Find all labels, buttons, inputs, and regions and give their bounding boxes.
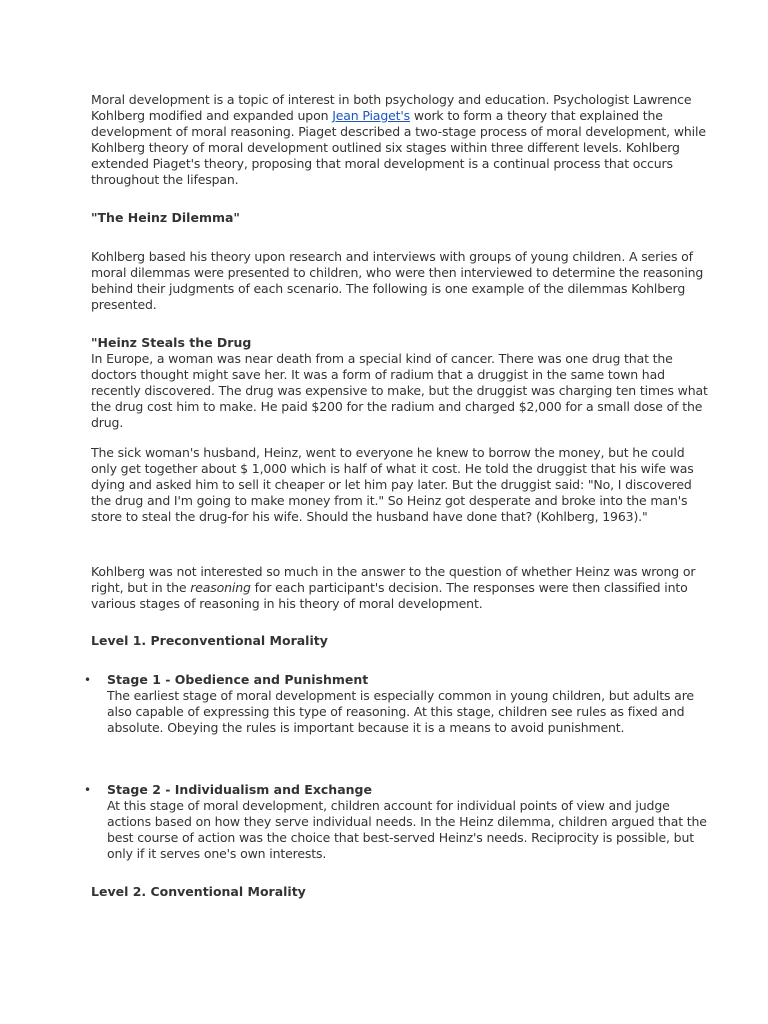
analysis-text-end: for each participant's decision. The responses were then classified into various stages of reasoning in his theory of moral development.: [91, 580, 688, 611]
level-2-heading: Level 2. Conventional Morality: [91, 884, 306, 899]
stage-2-title: Stage 2 - Individualism and Exchange: [107, 782, 372, 797]
stage-1-body: The earliest stage of moral development is especially common in young children, but adults are also capable of expressing this type of reasoning. At this stage, children see rules as fixed and absolute. Obeying the rules is important because it is a means to avoid punishment.: [107, 688, 694, 735]
heinz-dilemma-heading: "The Heinz Dilemma": [91, 210, 240, 225]
analysis-text-start: Kohlberg was not interested so much in the answer to the question of whether Heinz was wrong or right, but in the: [91, 564, 696, 595]
analysis-paragraph: [91, 564, 711, 612]
jean-piaget-link[interactable]: Jean Piaget's: [332, 108, 411, 123]
stage-1-title: Stage 1 - Obedience and Punishment: [107, 672, 369, 687]
heinz-intro-paragraph: Kohlberg based his theory upon research and interviews with groups of young children. A series of moral dilemmas were presented to children, who were then interviewed to determine the reasoning behind their judgments of each scenario. The following is one example of the dilemmas Kohlberg presented.: [91, 249, 704, 312]
intro-text-end: work to form a theory that explained the development of moral reasoning. Piaget described a two-stage process of moral development, while Kohlberg theory of moral development outlined six stages within three different levels. Kohlberg extended Piaget's theory, proposing that moral development is a continual process that occurs throughout the lifespan.: [91, 108, 706, 187]
story-paragraph-1: In Europe, a woman was near death from a special kind of cancer. There was one drug that the doctors thought might save her. It was a form of radium that a druggist in the same town had recently discovered. The drug was expensive to make, but the druggist was charging ten times what the drug cost him to make. He paid $200 for the radium and charged $2,000 for a small dose of the drug.: [91, 351, 708, 430]
stage-1-bullet: •: [84, 673, 92, 687]
analysis-emphasis: reasoning: [190, 580, 251, 595]
stage-2-body: At this stage of moral development, children account for individual points of view and judge actions based on how they serve individual needs. In the Heinz dilemma, children argued that the best course of action was the choice that best-served Heinz's needs. Reciprocity is possible, but only if it serves one's own interests.: [107, 798, 707, 861]
intro-paragraph: [91, 92, 711, 188]
story-title: "Heinz Steals the Drug: [91, 335, 252, 350]
level-1-heading: Level 1. Preconventional Morality: [91, 633, 328, 648]
story-paragraph-2: The sick woman's husband, Heinz, went to everyone he knew to borrow the money, but he could only get together about $ 1,000 which is half of what it cost. He told the druggist that his wife was dying and asked him to sell it cheaper or let him pay later. But the druggist said: "No, I discovered the drug and I'm going to make money from it." So Heinz got desperate and broke into the man's store to steal the drug-for his wife. Should the husband have done that? (Kohlberg, 1963).": [91, 445, 694, 524]
stage-2-bullet: •: [84, 783, 92, 797]
intro-text-start: Moral development is a topic of interest in both psychology and education. Psychologist Lawrence Kohlberg modified and expanded upon: [91, 92, 692, 123]
